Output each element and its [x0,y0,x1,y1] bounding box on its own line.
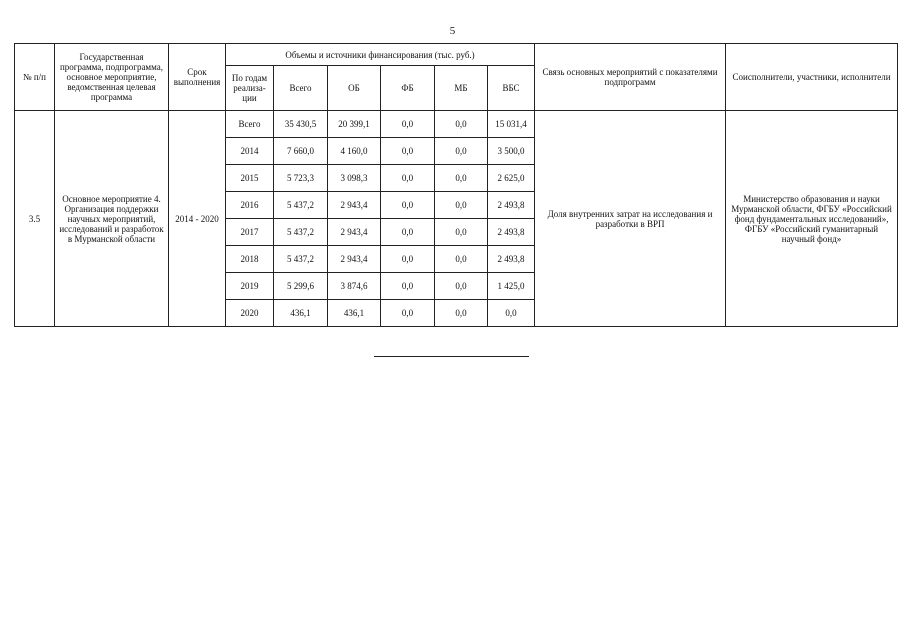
cell-fb: 0,0 [381,273,435,300]
cell-fb: 0,0 [381,165,435,192]
cell-mb: 0,0 [435,192,488,219]
cell-total: 35 430,5 [274,111,328,138]
header-link: Связь основных мероприятий с показателями подпрограмм [535,44,726,111]
cell-fb: 0,0 [381,111,435,138]
item-num: 3.5 [15,111,55,327]
cell-ob: 2 943,4 [328,246,381,273]
cell-vbs: 3 500,0 [488,138,535,165]
cell-mb: 0,0 [435,300,488,327]
cell-total: 5 723,3 [274,165,328,192]
cell-vbs: 0,0 [488,300,535,327]
cell-fb: 0,0 [381,300,435,327]
cell-total: 436,1 [274,300,328,327]
item-executors: Министерство образования и науки Мурманской области, ФГБУ «Российский фонд фундаментальных исследований», ФГБУ «Российский гуманитарный научный фонд» [726,111,898,327]
cell-mb: 0,0 [435,246,488,273]
separator-line [374,356,529,357]
page-number: 5 [449,25,456,37]
header-executors: Соисполнители, участники, исполнители [726,44,898,111]
header-term: Срок выполнения [169,44,226,111]
cell-ob: 3 874,6 [328,273,381,300]
cell-ob: 2 943,4 [328,192,381,219]
cell-fb: 0,0 [381,219,435,246]
item-link: Доля внутренних затрат на исследования и разработки в ВРП [535,111,726,327]
cell-vbs: 1 425,0 [488,273,535,300]
cell-ob: 20 399,1 [328,111,381,138]
cell-total: 5 437,2 [274,192,328,219]
cell-year: 2020 [226,300,274,327]
cell-year: 2018 [226,246,274,273]
header-program: Государственная программа, подпрограмма, основное мероприятие, ведомственная целевая программа [55,44,169,111]
cell-vbs: 2 493,8 [488,219,535,246]
header-financing: Объемы и источники финансирования (тыс. руб.) [226,44,535,66]
item-term: 2014 - 2020 [169,111,226,327]
cell-year: 2016 [226,192,274,219]
cell-fb: 0,0 [381,138,435,165]
cell-fb: 0,0 [381,192,435,219]
cell-year: 2015 [226,165,274,192]
header-fb: ФБ [381,66,435,111]
cell-ob: 2 943,4 [328,219,381,246]
financing-table [14,43,898,327]
cell-mb: 0,0 [435,219,488,246]
cell-total: 7 660,0 [274,138,328,165]
cell-vbs: 2 493,8 [488,246,535,273]
header-total: Всего [274,66,328,111]
header-num: № п/п [15,44,55,111]
cell-year: 2019 [226,273,274,300]
cell-vbs: 2 625,0 [488,165,535,192]
header-by-years: По годам реализа-ции [226,66,274,111]
header-vbs: ВБС [488,66,535,111]
table-row [15,111,898,138]
cell-total: 5 437,2 [274,246,328,273]
cell-ob: 436,1 [328,300,381,327]
cell-year: 2014 [226,138,274,165]
cell-fb: 0,0 [381,246,435,273]
cell-year: 2017 [226,219,274,246]
cell-mb: 0,0 [435,273,488,300]
cell-year: Всего [226,111,274,138]
item-name: Основное мероприятие 4. Организация поддержки научных мероприятий, исследований и разработок в Мурманской области [55,111,169,327]
cell-mb: 0,0 [435,111,488,138]
cell-total: 5 437,2 [274,219,328,246]
cell-total: 5 299,6 [274,273,328,300]
cell-ob: 4 160,0 [328,138,381,165]
cell-mb: 0,0 [435,165,488,192]
cell-vbs: 2 493,8 [488,192,535,219]
header-mb: МБ [435,66,488,111]
header-ob: ОБ [328,66,381,111]
cell-ob: 3 098,3 [328,165,381,192]
cell-mb: 0,0 [435,138,488,165]
cell-vbs: 15 031,4 [488,111,535,138]
